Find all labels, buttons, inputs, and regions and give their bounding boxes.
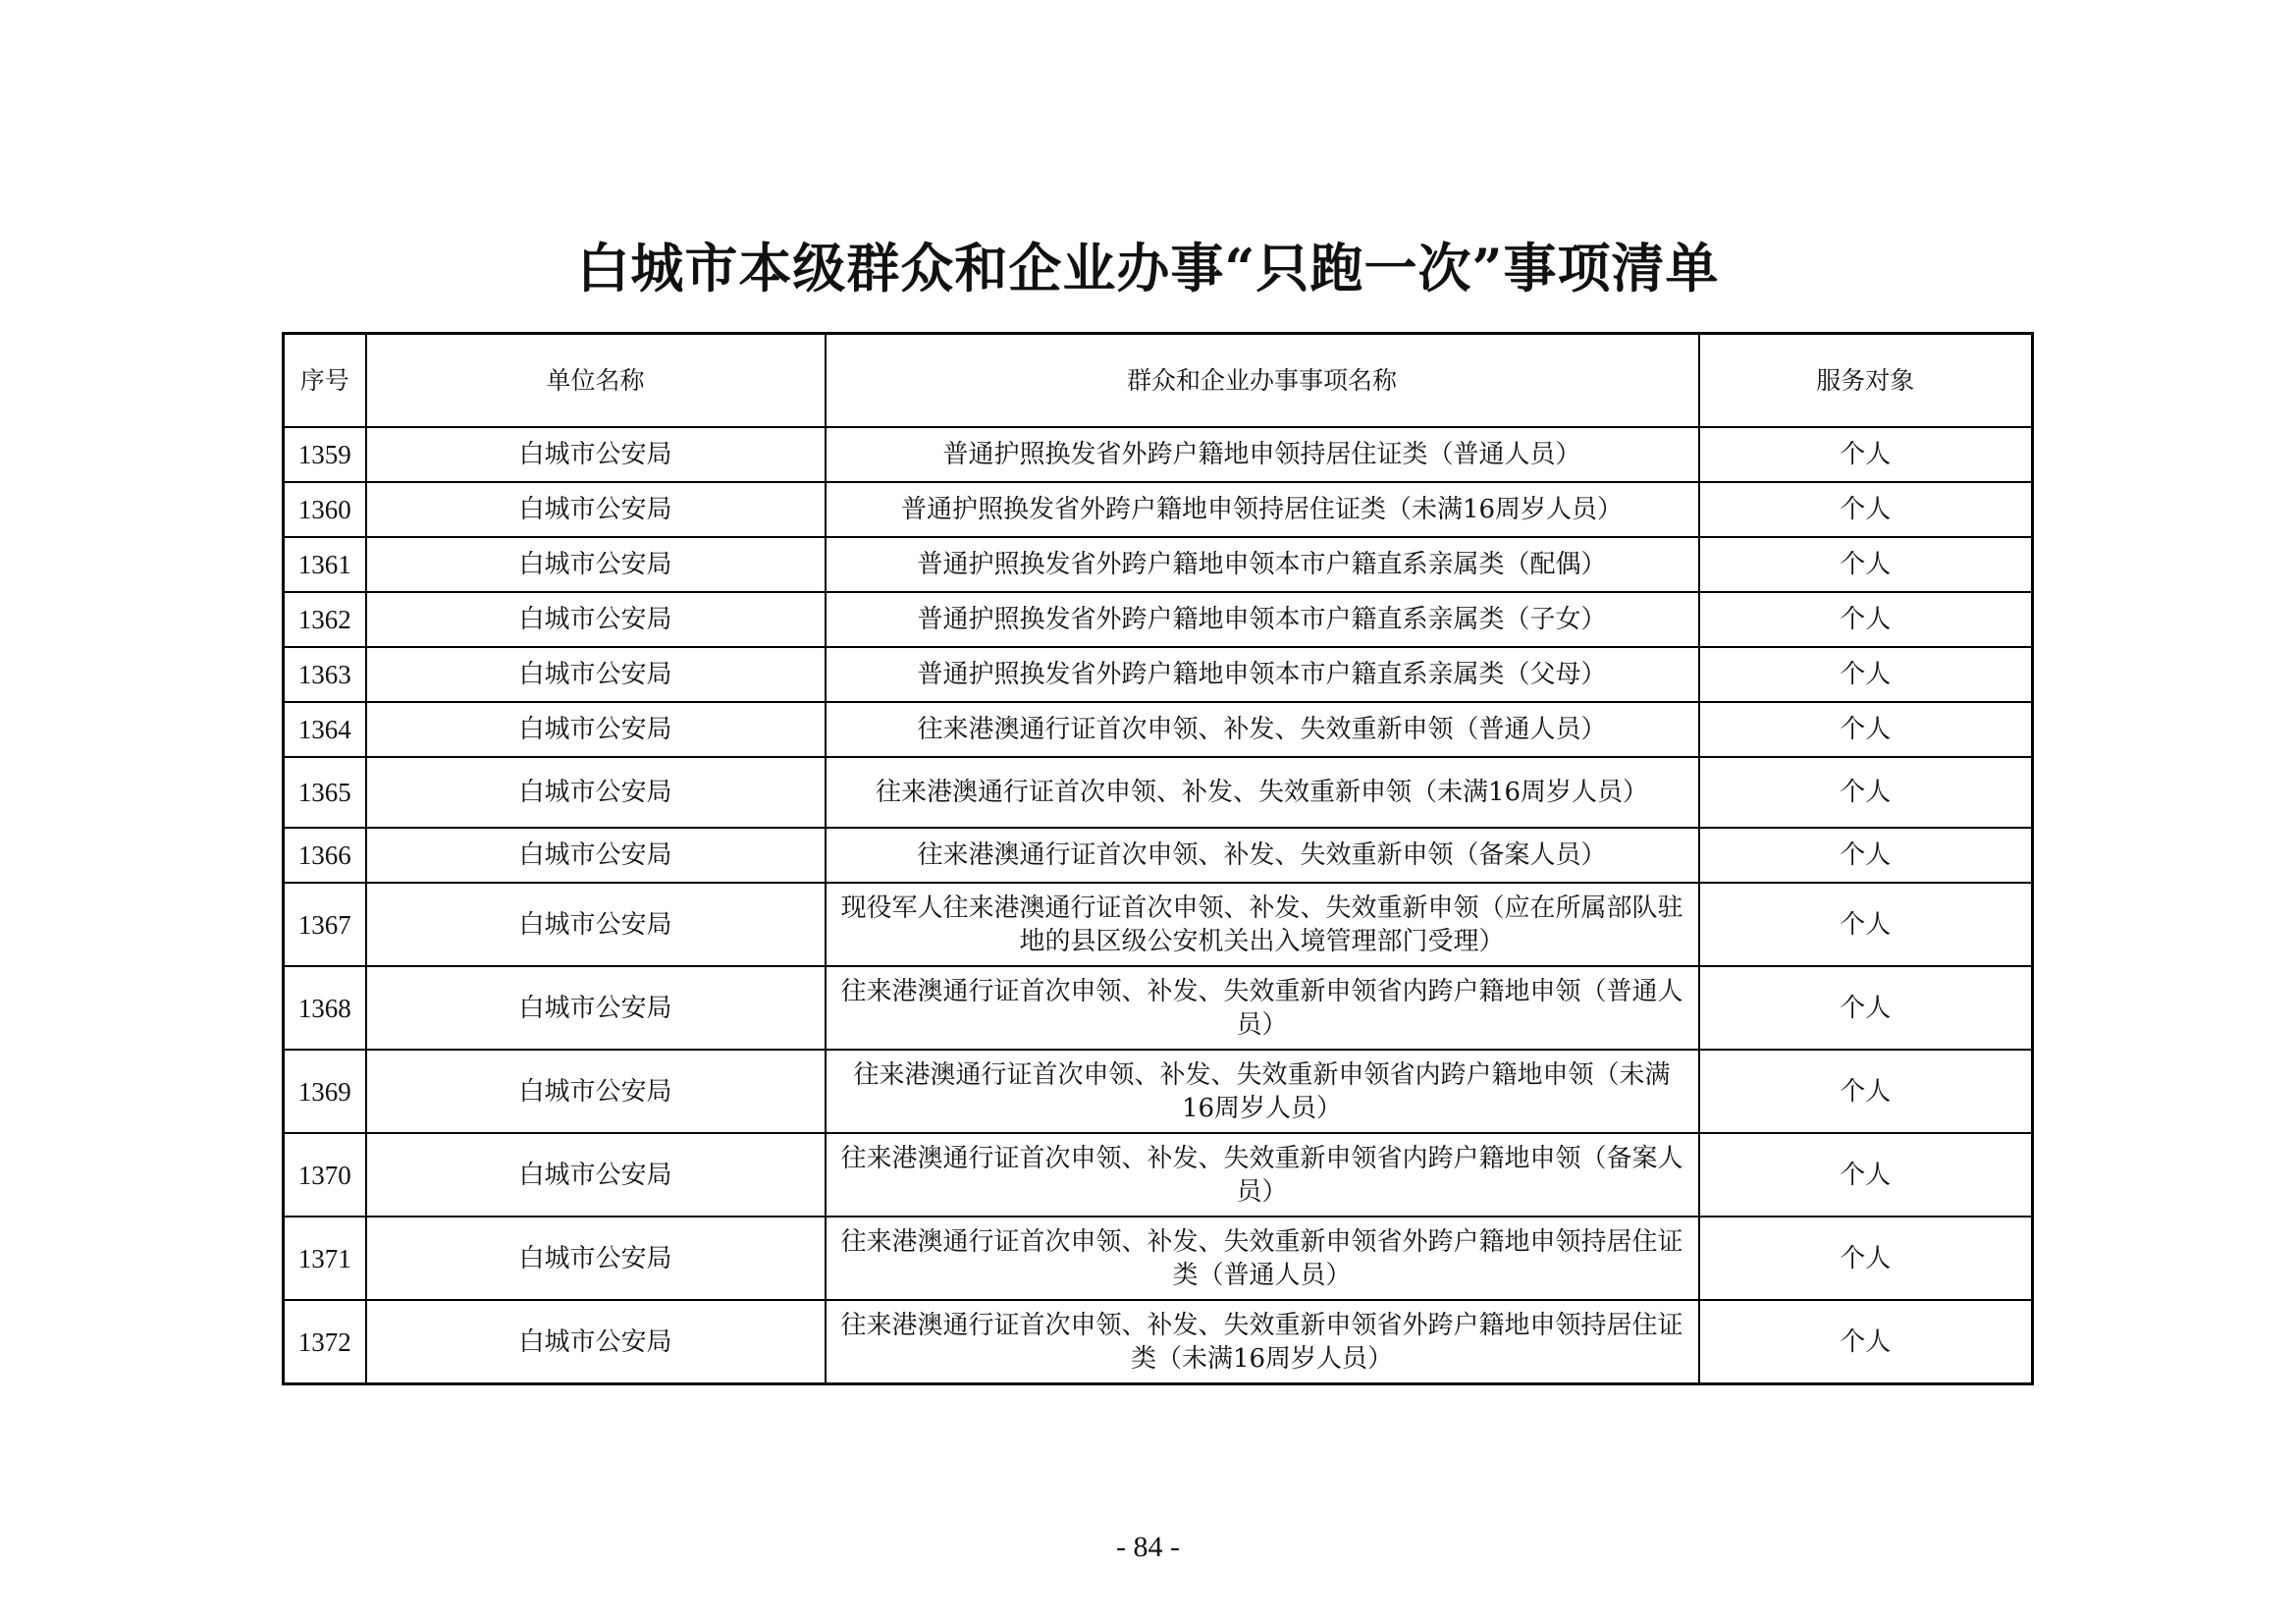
row-item: 普通护照换发省外跨户籍地申领本市户籍直系亲属类（配偶） [826, 537, 1699, 592]
row-item: 往来港澳通行证首次申领、补发、失效重新申领省内跨户籍地申领（备案人员） [826, 1133, 1699, 1217]
row-item: 普通护照换发省外跨户籍地申领持居住证类（普通人员） [826, 427, 1699, 482]
row-target: 个人 [1699, 537, 2033, 592]
row-target: 个人 [1699, 427, 2033, 482]
row-item: 往来港澳通行证首次申领、补发、失效重新申领省外跨户籍地申领持居住证类（普通人员） [826, 1217, 1699, 1300]
row-unit: 白城市公安局 [366, 537, 826, 592]
row-target: 个人 [1699, 482, 2033, 537]
row-unit: 白城市公安局 [366, 1217, 826, 1300]
row-item: 普通护照换发省外跨户籍地申领持居住证类（未满16周岁人员） [826, 482, 1699, 537]
table-row [284, 883, 2033, 966]
item-list-table-wrapper [282, 332, 2034, 1385]
row-number: 1367 [284, 883, 366, 966]
row-number: 1365 [284, 757, 366, 828]
row-item: 往来港澳通行证首次申领、补发、失效重新申领（普通人员） [826, 702, 1699, 757]
table-row [284, 482, 2033, 537]
row-unit: 白城市公安局 [366, 1133, 826, 1217]
row-target: 个人 [1699, 1217, 2033, 1300]
row-item: 往来港澳通行证首次申领、补发、失效重新申领省内跨户籍地申领（未满16周岁人员） [826, 1050, 1699, 1133]
row-item: 普通护照换发省外跨户籍地申领本市户籍直系亲属类（父母） [826, 647, 1699, 702]
row-number: 1363 [284, 647, 366, 702]
row-number: 1362 [284, 592, 366, 647]
row-unit: 白城市公安局 [366, 647, 826, 702]
row-number: 1366 [284, 828, 366, 883]
row-number: 1371 [284, 1217, 366, 1300]
row-number: 1368 [284, 966, 366, 1050]
row-number: 1364 [284, 702, 366, 757]
row-item: 普通护照换发省外跨户籍地申领本市户籍直系亲属类（子女） [826, 592, 1699, 647]
table-row [284, 757, 2033, 828]
row-unit: 白城市公安局 [366, 592, 826, 647]
row-unit: 白城市公安局 [366, 702, 826, 757]
header-unit: 单位名称 [366, 334, 826, 428]
row-target: 个人 [1699, 966, 2033, 1050]
row-target: 个人 [1699, 647, 2033, 702]
row-unit: 白城市公安局 [366, 883, 826, 966]
row-target: 个人 [1699, 1050, 2033, 1133]
item-list-table [282, 332, 2034, 1385]
row-unit: 白城市公安局 [366, 757, 826, 828]
table-row [284, 1300, 2033, 1384]
row-target: 个人 [1699, 592, 2033, 647]
table-row [284, 427, 2033, 482]
row-number: 1369 [284, 1050, 366, 1133]
row-unit: 白城市公安局 [366, 966, 826, 1050]
page-number: - 84 - [1116, 1531, 1180, 1563]
row-item: 往来港澳通行证首次申领、补发、失效重新申领（备案人员） [826, 828, 1699, 883]
table-row [284, 592, 2033, 647]
table-row [284, 537, 2033, 592]
row-number: 1370 [284, 1133, 366, 1217]
header-target: 服务对象 [1699, 334, 2033, 428]
row-number: 1372 [284, 1300, 366, 1384]
row-item: 往来港澳通行证首次申领、补发、失效重新申领（未满16周岁人员） [826, 757, 1699, 828]
header-item: 群众和企业办事事项名称 [826, 334, 1699, 428]
table-row [284, 702, 2033, 757]
row-number: 1360 [284, 482, 366, 537]
row-target: 个人 [1699, 828, 2033, 883]
row-unit: 白城市公安局 [366, 828, 826, 883]
row-target: 个人 [1699, 757, 2033, 828]
row-target: 个人 [1699, 1300, 2033, 1384]
header-no: 序号 [284, 334, 366, 428]
table-row [284, 1050, 2033, 1133]
row-target: 个人 [1699, 702, 2033, 757]
row-target: 个人 [1699, 883, 2033, 966]
table-row [284, 828, 2033, 883]
row-unit: 白城市公安局 [366, 482, 826, 537]
row-unit: 白城市公安局 [366, 1300, 826, 1384]
table-row [284, 966, 2033, 1050]
row-item: 往来港澳通行证首次申领、补发、失效重新申领省外跨户籍地申领持居住证类（未满16周岁人员） [826, 1300, 1699, 1384]
page-title: 白城市本级群众和企业办事“只跑一次”事项清单 [576, 237, 1720, 299]
row-unit: 白城市公安局 [366, 1050, 826, 1133]
row-item: 往来港澳通行证首次申领、补发、失效重新申领省内跨户籍地申领（普通人员） [826, 966, 1699, 1050]
table-row [284, 647, 2033, 702]
table-row [284, 1217, 2033, 1300]
row-item: 现役军人往来港澳通行证首次申领、补发、失效重新申领（应在所属部队驻地的县区级公安机关出入境管理部门受理） [826, 883, 1699, 966]
row-unit: 白城市公安局 [366, 427, 826, 482]
row-number: 1359 [284, 427, 366, 482]
table-row [284, 1133, 2033, 1217]
table-header-row [284, 334, 2033, 428]
row-number: 1361 [284, 537, 366, 592]
row-target: 个人 [1699, 1133, 2033, 1217]
